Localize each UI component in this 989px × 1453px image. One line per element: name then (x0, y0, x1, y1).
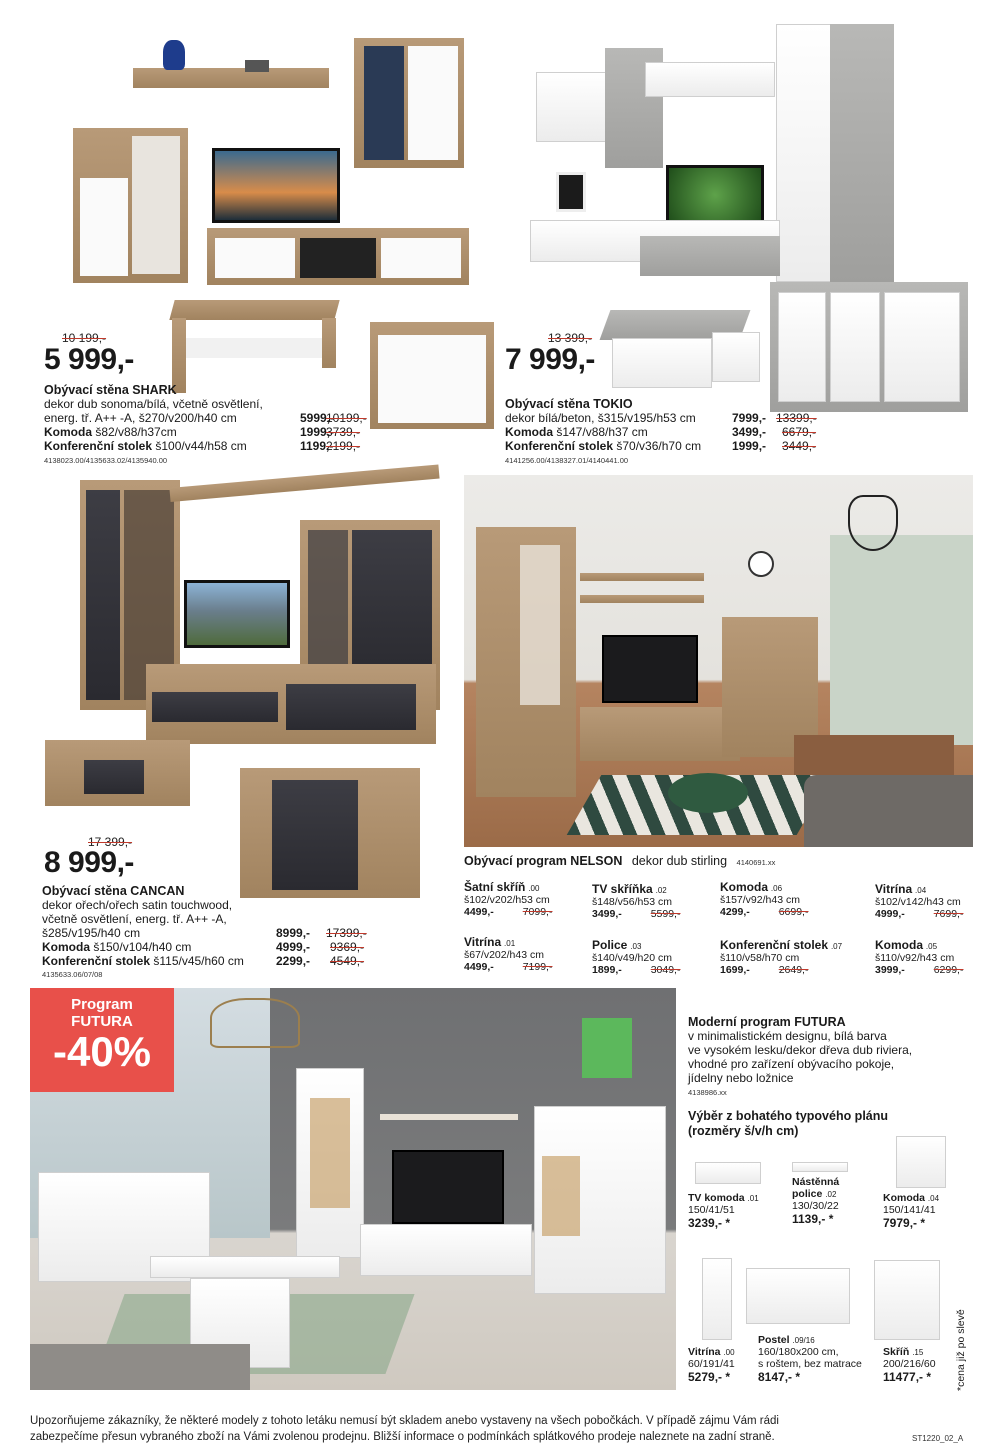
shark-item-3-old: 2199,- (326, 439, 361, 453)
tokio-price: 7 999,- (505, 343, 595, 376)
futura-vertical-note: *cena již po slevě (955, 1309, 967, 1391)
futura-item-komoda: Komoda .04 150/141/41 7979,- * (883, 1192, 940, 1230)
shark-tv-image (212, 148, 340, 223)
cancan-desc-3-price: 8999,- (276, 926, 311, 940)
cancan-desc-3-old: 17399,- (326, 926, 367, 940)
cancan-item-3-old: 4549,- (330, 954, 365, 968)
pendant-lamp-icon (210, 998, 300, 1048)
cancan-tv-image (184, 580, 290, 648)
shark-price: 5 999,- (44, 343, 134, 376)
cancan-codes: 4135633.06/07/08 (42, 970, 103, 979)
shark-item-2-old: 3739,- (326, 425, 361, 439)
nelson-item-satni-skrin: Šatní skříň .00 š102/v202/h53 cm 4499,- 7099,- (464, 880, 553, 918)
futura-police-image (792, 1162, 848, 1172)
nelson-item-police: Police .03 š140/v49/h20 cm 1899,- 3049,- (592, 938, 681, 976)
shark-item-2-price: 1999,- (300, 425, 335, 439)
tokio-old-price: 13 399,- (548, 331, 593, 345)
nelson-tv-image (602, 635, 698, 703)
cancan-old-price: 17 399,- (88, 835, 133, 849)
shark-desc-1: dekor dub sonoma/bílá, včetně osvětlení, (44, 397, 263, 411)
promo-line-1: Program (71, 996, 133, 1013)
shark-wall-shelf (133, 68, 329, 88)
nelson-room-photo (464, 475, 973, 847)
tokio-item-3-price: 1999,- (732, 439, 767, 453)
cancan-item-3: Konferenční stolek š115/v45/h60 cm (42, 954, 244, 968)
shark-title: Obývací stěna SHARK (44, 383, 177, 397)
tokio-desc-1-old: 13399,- (776, 411, 817, 425)
cancan-price: 8 999,- (44, 846, 134, 879)
nelson-item-tv-skrinka: TV skříňka .02 š148/v56/h53 cm 3499,- 5599,- (592, 882, 681, 920)
cancan-item-2-price: 4999,- (276, 940, 311, 954)
nelson-title: Obývací program NELSON dekor dub stirling 4140691.xx (464, 854, 776, 868)
vase-image (163, 40, 185, 70)
nelson-item-komoda-05: Komoda .05 š110/v92/h43 cm 3999,- 6299,- (875, 938, 964, 976)
nelson-item-vitrina-04: Vitrína .04 š102/v142/h43 cm 4999,- 7699,- (875, 882, 964, 920)
cancan-item-2: Komoda š150/v104/h40 cm (42, 940, 192, 954)
speaker-image (245, 60, 269, 72)
tokio-tv-image (666, 165, 764, 225)
tokio-codes: 4141256.00/4138327.01/4140441.00 (505, 456, 629, 465)
futura-code: 4138986.xx (688, 1088, 727, 1097)
shark-item-3: Konferenční stolek š100/v44/h58 cm (44, 439, 247, 453)
tokio-item-3-old: 3449,- (782, 439, 817, 453)
footer-notice: Upozorňujeme zákazníky, že některé modely z tohoto letáku nemusí být skladem anebo vystaveny na všech pobočkách. V případě zájmu Vám rádi zabezpečíme přesun vybraného zboží na Vámi zvolenou prodejnu. Bližší informace o podmínkách splátkového prodeje naleznete na zadní straně. (30, 1415, 779, 1443)
futura-tv-komoda-image (695, 1162, 761, 1184)
shark-old-price: 10 199,- (62, 331, 107, 345)
shark-desc-2-price: 5999,- (300, 411, 335, 425)
futura-title: Moderní program FUTURA (688, 1015, 846, 1029)
tokio-item-2-old: 6679,- (782, 425, 817, 439)
shark-desc-2: energ. tř. A++ -A, š270/v200/h40 cm (44, 411, 237, 425)
futura-item-tv-komoda: TV komoda .01 150/41/51 3239,- * (688, 1192, 759, 1230)
nelson-item-vitrina-01: Vitrína .01 š67/v202/h43 cm 4499,- 7199,- (464, 935, 553, 973)
tokio-title: Obývací stěna TOKIO (505, 397, 633, 411)
futura-item-postel: Postel .09/16 160/180x200 cm, s roštem, bez matrace 8147,- * (758, 1334, 862, 1384)
futura-vitrina-image (702, 1258, 732, 1340)
futura-item-police: Nástěnná police .02 130/30/22 1139,- * (792, 1176, 840, 1226)
nelson-item-konferencni-stolek: Konferenční stolek .07 š110/v58/h70 cm 1699,- 2649,- (720, 938, 843, 976)
promo-line-2: FUTURA (71, 1013, 133, 1030)
shark-desc-2-old: 10199,- (326, 411, 367, 425)
nelson-item-komoda-06: Komoda .06 š157/v92/h43 cm 4299,- 6699,- (720, 880, 809, 918)
tokio-wall-unit (536, 72, 608, 142)
futura-postel-image (746, 1268, 850, 1324)
cancan-item-3-price: 2299,- (276, 954, 311, 968)
cancan-desc-1: dekor ořech/ořech satin touchwood, (42, 898, 233, 912)
shark-item-2: Komoda š82/v88/h37cm (44, 425, 177, 439)
page-code: ST1220_02_A (912, 1434, 964, 1443)
shark-coffee-table (169, 300, 339, 320)
tokio-desc-1: dekor bílá/beton, š315/v195/h53 cm (505, 411, 696, 425)
tokio-frame-image (556, 172, 586, 212)
shark-codes: 4138023.00/4135633.02/4135940.00 (44, 456, 168, 465)
futura-item-skrin: Skříň .15 200/216/60 11477,- * (883, 1346, 936, 1384)
cancan-desc-3: š285/v195/h40 cm (42, 926, 141, 940)
cancan-desc-2: včetně osvětlení, energ. tř. A++ -A, (42, 912, 227, 926)
shark-item-3-price: 1199,- (300, 439, 334, 453)
tokio-item-3: Konferenční stolek š70/v36/h70 cm (505, 439, 702, 453)
futura-item-vitrina: Vitrína .00 60/191/41 5279,- * (688, 1346, 735, 1384)
futura-table (150, 1256, 340, 1278)
tokio-desc-1-price: 7999,- (732, 411, 767, 425)
futura-skrin-image (874, 1260, 940, 1340)
cancan-item-2-old: 9369,- (330, 940, 365, 954)
pendant-lamp-icon (848, 495, 898, 551)
cancan-title: Obývací stěna CANCAN (42, 884, 185, 898)
futura-plan-title: Výběr z bohatého typového plánu (rozměry š/v/h cm) (688, 1109, 889, 1138)
clock-icon (748, 551, 774, 577)
tokio-item-2: Komoda š147/v88/h37 cm (505, 425, 648, 439)
futura-tv-image (392, 1150, 504, 1224)
futura-desc: v minimalistickém designu, bílá barva ve vysokém lesku/dekor dřeva dub riviera, vhodné pro zařízení obývacího pokoje, jídelny nebo ložnice (688, 1029, 913, 1085)
futura-promo-badge (30, 988, 174, 1092)
futura-komoda-image (896, 1136, 946, 1188)
tokio-item-2-price: 3499,- (732, 425, 767, 439)
promo-discount: -40% (52, 1028, 152, 1075)
